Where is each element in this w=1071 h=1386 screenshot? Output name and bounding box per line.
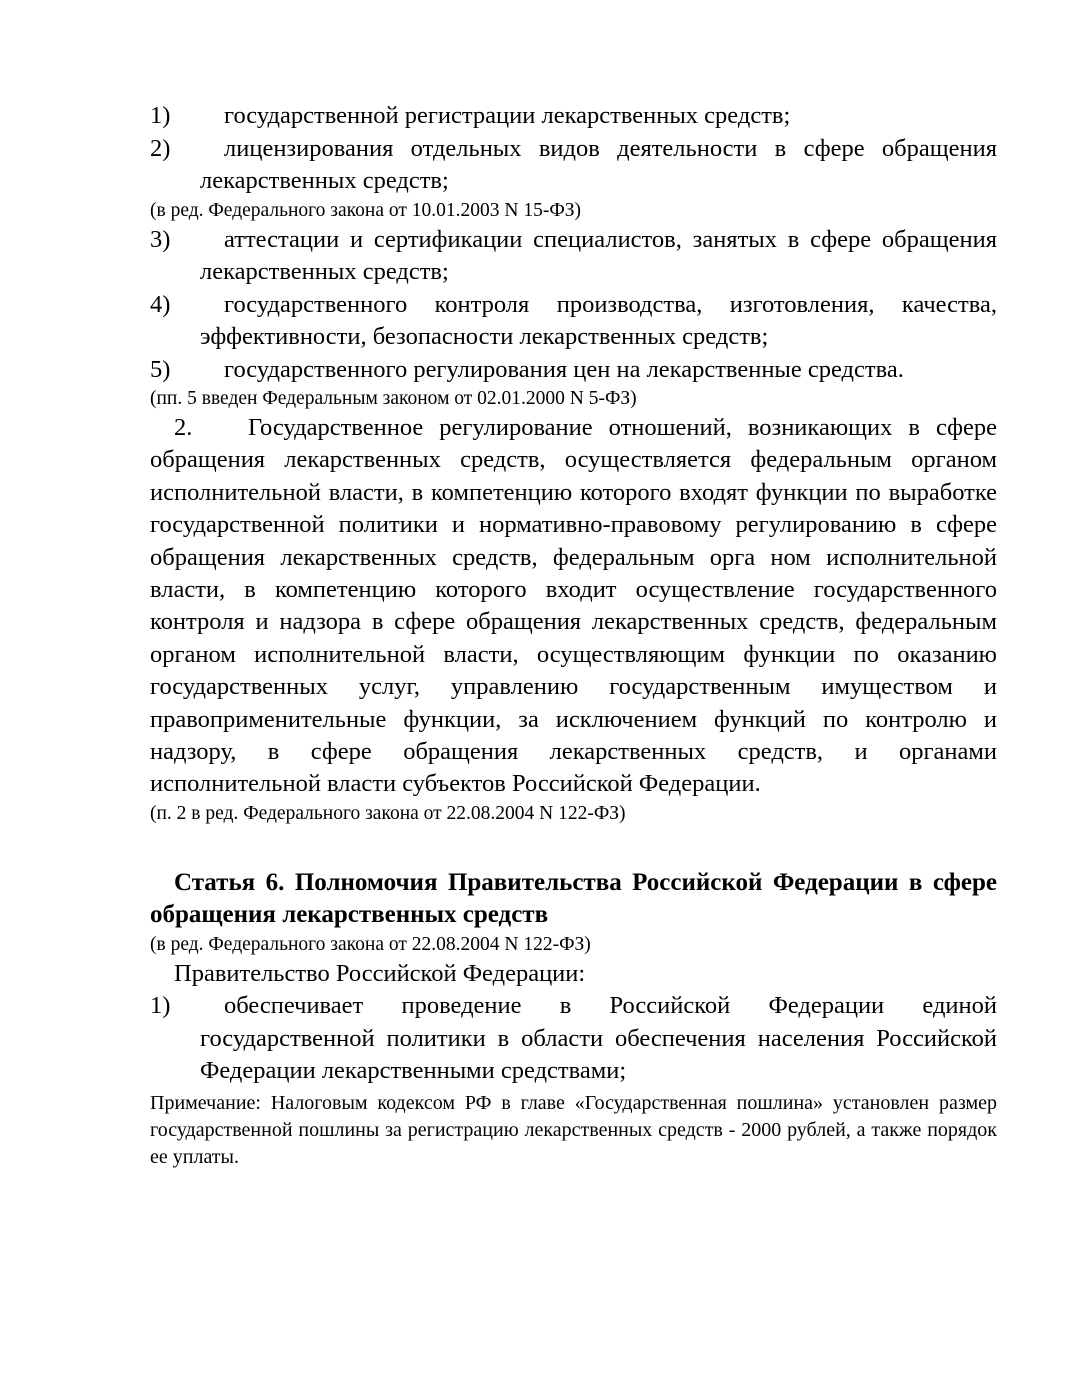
list-item-3: [150, 224, 997, 289]
list-item-text: государственной регистрации лекарственных средств;: [224, 102, 791, 129]
list-item-number: 1): [150, 992, 171, 1020]
list-item-number: 2): [150, 134, 171, 162]
list-item-text: обеспечивает проведение в Российской Федерации единой государственной политики в области обеспечения населения Российской Федерации лекарственными средствами;: [200, 992, 997, 1085]
list-item-number: 1): [150, 102, 171, 129]
list-item-text: лицензирования отдельных видов деятельности в сфере обращения лекарственных средств;: [200, 134, 997, 194]
paragraph-text: Государственное регулирование отношений, возникающих в сфере обращения лекарственных средств, осуществляется федеральным органом исполнительной власти, в компетенцию которого входят функции по выработке государственной политики и нормативно-правовому регулированию в сфере обращения лекарственных средств, федеральным орга ном исполнительной власти, в компетенцию которого входит осуществление государственного контроля и надзора в сфере обращения лекарственных средств, федеральным органом исполнительной власти, осуществляющим функции по оказанию государственных услуг, управлению государственным имуществом и правоприменительные функции, за исключением функций по контролю и надзору, в сфере обращения лекарственных средств, и органами исполнительной власти субъектов Российской Федерации.: [150, 414, 997, 798]
list-item-number: 3): [150, 225, 171, 253]
list-item-4: [150, 289, 997, 354]
amendment-note: (в ред. Федерального закона от 22.08.2004 N 122-ФЗ): [150, 933, 591, 955]
paragraph-2: [150, 412, 997, 801]
remark-note: Примечание: Налоговым кодексом РФ в главе «Государственная пошлина» установлен размер государственной пошлины за регистрацию лекарственных средств - 2000 рублей, а также порядок ее уплаты.: [150, 1091, 997, 1168]
list-item-text: государственного регулирования цен на лекарственные средства.: [224, 355, 904, 383]
amendment-note: (п. 2 в ред. Федерального закона от 22.08.2004 N 122-ФЗ): [150, 802, 626, 824]
article-intro: Правительство Российской Федерации:: [174, 959, 586, 987]
list-item-number: 4): [150, 290, 171, 318]
article-list-item-1: [150, 990, 997, 1088]
paragraph-number: 2.: [174, 414, 193, 441]
list-item-2: [150, 133, 997, 198]
document-body: [150, 100, 997, 1171]
amendment-note: (пп. 5 введен Федеральным законом от 02.01.2000 N 5-ФЗ): [150, 388, 637, 409]
list-item-1: [150, 100, 997, 133]
list-item-text: государственного контроля производства, изготовления, качества, эффективности, безопасности лекарственных средств;: [200, 290, 997, 350]
list-item-text: аттестации и сертификации специалистов, занятых в сфере обращения лекарственных средств;: [200, 225, 997, 285]
article-heading: Статья 6. Полномочия Правительства Российской Федерации в сфере обращения лекарственных средств: [150, 868, 997, 929]
list-item-number: 5): [150, 355, 171, 383]
amendment-note: (в ред. Федерального закона от 10.01.2003 N 15-ФЗ): [150, 199, 581, 221]
list-item-5: [150, 354, 997, 387]
